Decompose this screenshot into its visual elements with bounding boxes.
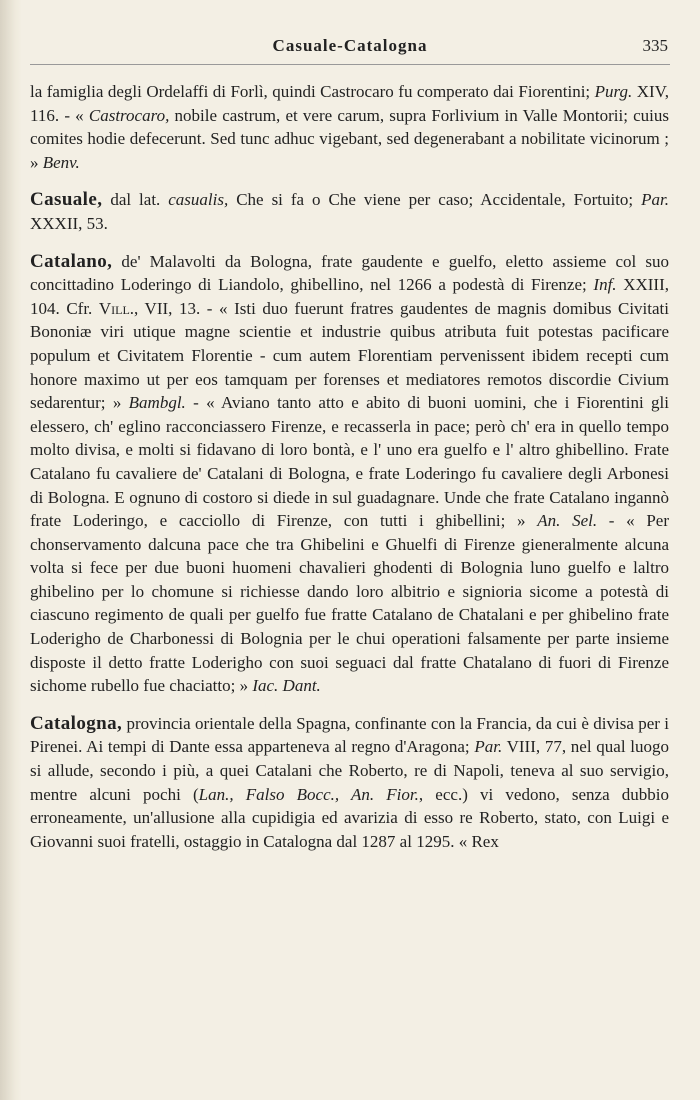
page-body: [30, 80, 669, 853]
page-title: Casuale-Catalogna: [272, 36, 428, 55]
page-number: 335: [642, 36, 668, 55]
entry-casuale: Casuale, dal lat. casualis, Che si fa o Che viene per caso; Accidentale, Fortuito; Par. XXXII, 53.: [30, 189, 669, 233]
header-rule: [30, 64, 670, 65]
entry-catalano: Catalano, de' Malavolti da Bologna, frate gaudente e guelfo, eletto assieme col suo concittadino Loderingo di Liandolo, ghibellino, nel 1266 a podestà di Firenze; Inf. XXIII, 104. Cfr. Vill., VII, 13. - « Isti duo fuerunt fratres gaudentes de magnis domibus Civitati Bononiæ viri utique magne scientie et industrie quibus atributa fuit potestas pacificare populum et Civitatem Florentie - cum autem Florentiam pervenissent ibidem recepti cum honore maximo ut per eos tamquam per forenses et mediatores remotos discordie Civium sedarentur; » Bambgl. - « Aviano tanto atto e abito di buoni uomini, che i Fiorentini gli elessero, ch' eglino racconciassero Firenze, e recasserla in pace; però ch' era in quello tempo molto divisa, e molti si fidavano di loro bontà, e l' uno era guelfo e l' altro ghibellino. Frate Catalano fu cavaliere de' Catalani di Bologna, e frate Loderingo fu cavaliere degli Arbonesi di Bologna. E ognuno di costoro si diede in sul guadagnare. Unde che frate Catalano ingannò frate Loderingo, e cacciollo di Firenze, con tutti i ghibellini; » An. Sel. - « Per chonservamento dalcuna pace che tra Ghibelini e Ghuelfi di Firenze gieneralmente alcuna volta si fece per due buoni huomeni chavalieri ghodenti di Bolognia luno guelfo e laltro ghibelino per lo chomune si richiesse dando loro albitrio e signioria sicome a potestà di ciascuno regimento de quali per guelfo fue fratte Catalano de Chatalani e per ghibelino frate Loderigho de Charbonessi di Bolognia per le chui operationi falsamente per parte insieme disposte il detto fratte Loderigho con suoi seguaci dal fratte Chatalano di fuori di Firenze sichome rubello fue chaciatto; » Iac. Dant.: [30, 250, 670, 696]
page-binding-edge: [0, 0, 22, 1100]
entry-catalogna: Catalogna, provincia orientale della Spagna, confinante con la Francia, da cui è divisa per i Pirenei. Ai tempi di Dante essa apparteneva al regno d'Aragona; Par. VIII, 77, nel qual luogo si allude, secondo i più, a quei Catalani che Roberto, re di Napoli, teneva al suo servigio, mentre alcuni pochi (Lan., Falso Bocc., An. Fior., ecc.) vi vedono, senza dubbio erroneamente, un'allusione alla cupidigia ed avarizia di esso re Roberto, stato, con Luigi e Giovanni suoi fratelli, ostaggio in Catalogna dal 1287 al 1295. « Rex: [30, 712, 669, 851]
headword: Catalogna,: [30, 712, 123, 734]
entry-continuation: la famiglia degli Ordelaffi di Forlì, quindi Castrocaro fu comperato dai Fiorentini; Purg. XIV, 116. - « Castrocaro, nobile castrum, et vere carum, supra Forlivium in Valle Montorii; cuius comites hodie defecerunt. Sed tunc adhuc vigebant, sed degenerabant a nobilitate vicinorum ; » Benv.: [30, 82, 670, 172]
headword: Catalano,: [30, 250, 113, 272]
headword: Casuale,: [30, 189, 103, 211]
running-head: [30, 36, 670, 58]
